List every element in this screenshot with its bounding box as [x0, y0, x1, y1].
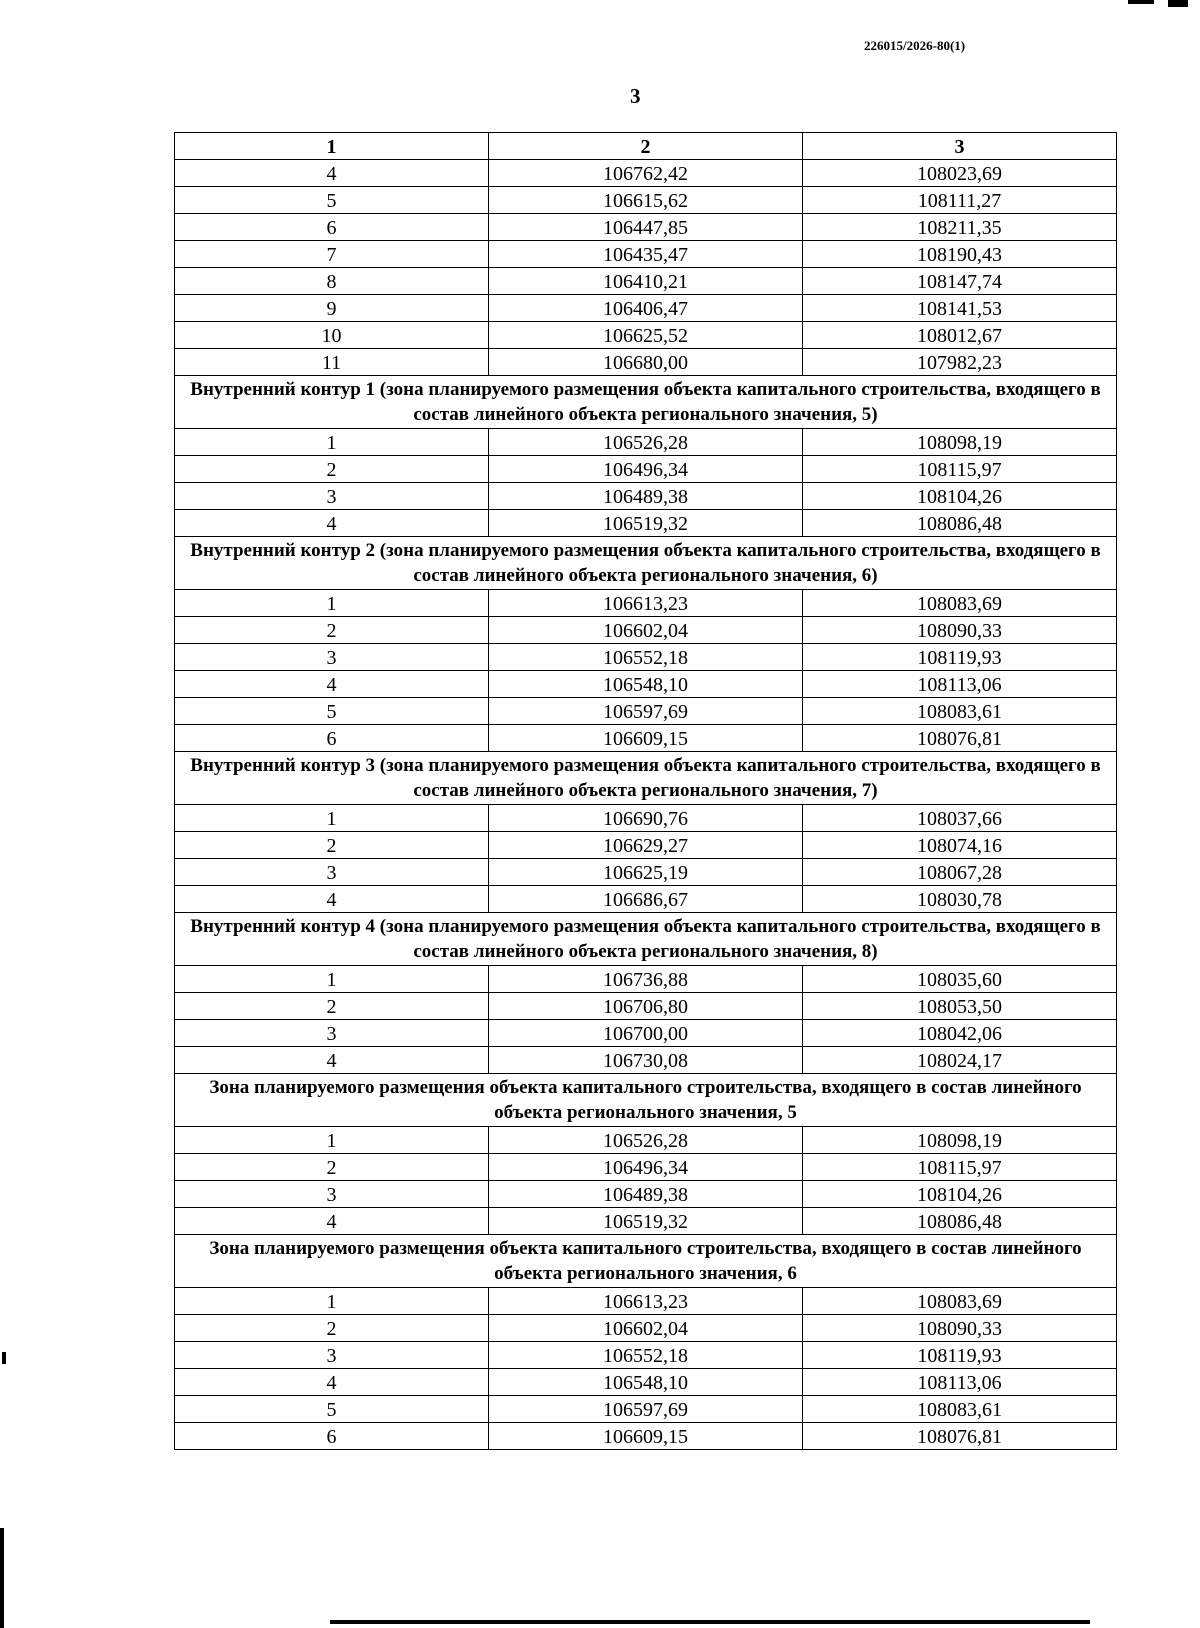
point-number-cell: 4	[175, 1208, 489, 1235]
table-row	[175, 187, 1117, 214]
x-coordinate-cell: 106686,67	[489, 886, 803, 913]
y-coordinate-cell: 108119,93	[803, 644, 1117, 671]
point-number-cell: 3	[175, 483, 489, 510]
x-coordinate-cell: 106519,32	[489, 1208, 803, 1235]
table-row	[175, 1020, 1117, 1047]
table-row	[175, 483, 1117, 510]
section-title: Внутренний контур 2 (зона планируемого размещения объекта капитального строительства, входящего в состав линейного объекта регионального значения, 6)	[175, 537, 1117, 590]
y-coordinate-cell: 108104,26	[803, 483, 1117, 510]
point-number-cell: 4	[175, 671, 489, 698]
coordinates-table	[174, 132, 1117, 1450]
section-title-row	[175, 913, 1117, 966]
x-coordinate-cell: 106597,69	[489, 698, 803, 725]
scan-edge-line	[330, 1620, 1090, 1624]
x-coordinate-cell: 106730,08	[489, 1047, 803, 1074]
x-coordinate-cell: 106625,52	[489, 322, 803, 349]
coordinates-table-body	[175, 133, 1117, 1450]
y-coordinate-cell: 108190,43	[803, 241, 1117, 268]
y-coordinate-cell: 108083,69	[803, 1288, 1117, 1315]
x-coordinate-cell: 106602,04	[489, 1315, 803, 1342]
table-row	[175, 349, 1117, 376]
scan-mark	[2, 1352, 6, 1364]
y-coordinate-cell: 108098,19	[803, 429, 1117, 456]
x-coordinate-cell: 106519,32	[489, 510, 803, 537]
table-row	[175, 429, 1117, 456]
x-coordinate-cell: 106489,38	[489, 1181, 803, 1208]
table-row	[175, 510, 1117, 537]
y-coordinate-cell: 108141,53	[803, 295, 1117, 322]
x-coordinate-cell: 106762,42	[489, 160, 803, 187]
section-title-row	[175, 1074, 1117, 1127]
point-number-cell: 2	[175, 456, 489, 483]
header-cell-x: 2	[489, 133, 803, 160]
y-coordinate-cell: 108076,81	[803, 1423, 1117, 1450]
section-title-row	[175, 1235, 1117, 1288]
point-number-cell: 8	[175, 268, 489, 295]
point-number-cell: 4	[175, 1369, 489, 1396]
table-row	[175, 1342, 1117, 1369]
table-header-row	[175, 133, 1117, 160]
table-row	[175, 214, 1117, 241]
y-coordinate-cell: 107982,23	[803, 349, 1117, 376]
point-number-cell: 11	[175, 349, 489, 376]
x-coordinate-cell: 106706,80	[489, 993, 803, 1020]
x-coordinate-cell: 106597,69	[489, 1396, 803, 1423]
y-coordinate-cell: 108042,06	[803, 1020, 1117, 1047]
page-number: 3	[630, 84, 641, 108]
section-title-row	[175, 537, 1117, 590]
section-title: Внутренний контур 4 (зона планируемого размещения объекта капитального строительства, входящего в состав линейного объекта регионального значения, 8)	[175, 913, 1117, 966]
y-coordinate-cell: 108086,48	[803, 1208, 1117, 1235]
table-row	[175, 1154, 1117, 1181]
x-coordinate-cell: 106625,19	[489, 859, 803, 886]
y-coordinate-cell: 108115,97	[803, 456, 1117, 483]
x-coordinate-cell: 106629,27	[489, 832, 803, 859]
table-row	[175, 456, 1117, 483]
y-coordinate-cell: 108111,27	[803, 187, 1117, 214]
header-cell-y: 3	[803, 133, 1117, 160]
point-number-cell: 2	[175, 617, 489, 644]
point-number-cell: 6	[175, 725, 489, 752]
table-row	[175, 268, 1117, 295]
document-id: 226015/2026-80(1)	[864, 38, 966, 53]
y-coordinate-cell: 108147,74	[803, 268, 1117, 295]
table-row	[175, 1047, 1117, 1074]
x-coordinate-cell: 106602,04	[489, 617, 803, 644]
y-coordinate-cell: 108113,06	[803, 671, 1117, 698]
point-number-cell: 10	[175, 322, 489, 349]
x-coordinate-cell: 106435,47	[489, 241, 803, 268]
x-coordinate-cell: 106700,00	[489, 1020, 803, 1047]
table-row	[175, 295, 1117, 322]
point-number-cell: 1	[175, 966, 489, 993]
y-coordinate-cell: 108024,17	[803, 1047, 1117, 1074]
y-coordinate-cell: 108053,50	[803, 993, 1117, 1020]
x-coordinate-cell: 106680,00	[489, 349, 803, 376]
point-number-cell: 3	[175, 1342, 489, 1369]
table-row	[175, 1423, 1117, 1450]
point-number-cell: 5	[175, 187, 489, 214]
point-number-cell: 3	[175, 1181, 489, 1208]
table-row	[175, 1315, 1117, 1342]
point-number-cell: 6	[175, 1423, 489, 1450]
y-coordinate-cell: 108083,61	[803, 1396, 1117, 1423]
table-row	[175, 993, 1117, 1020]
y-coordinate-cell: 108067,28	[803, 859, 1117, 886]
x-coordinate-cell: 106615,62	[489, 187, 803, 214]
point-number-cell: 1	[175, 805, 489, 832]
section-title: Зона планируемого размещения объекта капитального строительства, входящего в состав линейного объекта регионального значения, 6	[175, 1235, 1117, 1288]
x-coordinate-cell: 106447,85	[489, 214, 803, 241]
point-number-cell: 1	[175, 429, 489, 456]
point-number-cell: 2	[175, 832, 489, 859]
y-coordinate-cell: 108083,61	[803, 698, 1117, 725]
x-coordinate-cell: 106690,76	[489, 805, 803, 832]
x-coordinate-cell: 106548,10	[489, 671, 803, 698]
y-coordinate-cell: 108086,48	[803, 510, 1117, 537]
point-number-cell: 3	[175, 1020, 489, 1047]
x-coordinate-cell: 106496,34	[489, 456, 803, 483]
y-coordinate-cell: 108023,69	[803, 160, 1117, 187]
table-row	[175, 886, 1117, 913]
point-number-cell: 4	[175, 1047, 489, 1074]
scan-mark	[1128, 0, 1154, 4]
table-row	[175, 725, 1117, 752]
table-row	[175, 590, 1117, 617]
x-coordinate-cell: 106609,15	[489, 1423, 803, 1450]
point-number-cell: 1	[175, 590, 489, 617]
scan-edge-line	[0, 1528, 4, 1628]
y-coordinate-cell: 108074,16	[803, 832, 1117, 859]
point-number-cell: 3	[175, 644, 489, 671]
scan-mark	[1168, 0, 1188, 7]
table-row	[175, 1127, 1117, 1154]
x-coordinate-cell: 106526,28	[489, 1127, 803, 1154]
table-row	[175, 698, 1117, 725]
point-number-cell: 1	[175, 1288, 489, 1315]
table-row	[175, 1208, 1117, 1235]
table-row	[175, 805, 1117, 832]
x-coordinate-cell: 106496,34	[489, 1154, 803, 1181]
point-number-cell: 2	[175, 1154, 489, 1181]
section-title: Зона планируемого размещения объекта капитального строительства, входящего в состав линейного объекта регионального значения, 5	[175, 1074, 1117, 1127]
y-coordinate-cell: 108035,60	[803, 966, 1117, 993]
y-coordinate-cell: 108076,81	[803, 725, 1117, 752]
table-row	[175, 1369, 1117, 1396]
y-coordinate-cell: 108083,69	[803, 590, 1117, 617]
point-number-cell: 5	[175, 1396, 489, 1423]
y-coordinate-cell: 108104,26	[803, 1181, 1117, 1208]
y-coordinate-cell: 108090,33	[803, 617, 1117, 644]
y-coordinate-cell: 108211,35	[803, 214, 1117, 241]
point-number-cell: 7	[175, 241, 489, 268]
x-coordinate-cell: 106406,47	[489, 295, 803, 322]
x-coordinate-cell: 106736,88	[489, 966, 803, 993]
table-row	[175, 832, 1117, 859]
x-coordinate-cell: 106613,23	[489, 590, 803, 617]
point-number-cell: 4	[175, 160, 489, 187]
point-number-cell: 3	[175, 859, 489, 886]
x-coordinate-cell: 106526,28	[489, 429, 803, 456]
y-coordinate-cell: 108119,93	[803, 1342, 1117, 1369]
table-row	[175, 1181, 1117, 1208]
y-coordinate-cell: 108098,19	[803, 1127, 1117, 1154]
table-row	[175, 671, 1117, 698]
table-row	[175, 322, 1117, 349]
x-coordinate-cell: 106489,38	[489, 483, 803, 510]
y-coordinate-cell: 108090,33	[803, 1315, 1117, 1342]
x-coordinate-cell: 106552,18	[489, 644, 803, 671]
point-number-cell: 9	[175, 295, 489, 322]
point-number-cell: 2	[175, 993, 489, 1020]
table-row	[175, 241, 1117, 268]
table-row	[175, 617, 1117, 644]
point-number-cell: 4	[175, 510, 489, 537]
table-row	[175, 1396, 1117, 1423]
point-number-cell: 6	[175, 214, 489, 241]
table-row	[175, 644, 1117, 671]
header-cell-point: 1	[175, 133, 489, 160]
y-coordinate-cell: 108030,78	[803, 886, 1117, 913]
x-coordinate-cell: 106552,18	[489, 1342, 803, 1369]
table-row	[175, 859, 1117, 886]
table-row	[175, 160, 1117, 187]
x-coordinate-cell: 106548,10	[489, 1369, 803, 1396]
section-title-row	[175, 376, 1117, 429]
y-coordinate-cell: 108113,06	[803, 1369, 1117, 1396]
y-coordinate-cell: 108037,66	[803, 805, 1117, 832]
section-title: Внутренний контур 3 (зона планируемого размещения объекта капитального строительства, входящего в состав линейного объекта регионального значения, 7)	[175, 752, 1117, 805]
section-title: Внутренний контур 1 (зона планируемого размещения объекта капитального строительства, входящего в состав линейного объекта регионального значения, 5)	[175, 376, 1117, 429]
point-number-cell: 4	[175, 886, 489, 913]
point-number-cell: 5	[175, 698, 489, 725]
table-row	[175, 966, 1117, 993]
point-number-cell: 2	[175, 1315, 489, 1342]
table-row	[175, 1288, 1117, 1315]
point-number-cell: 1	[175, 1127, 489, 1154]
y-coordinate-cell: 108012,67	[803, 322, 1117, 349]
x-coordinate-cell: 106410,21	[489, 268, 803, 295]
x-coordinate-cell: 106609,15	[489, 725, 803, 752]
section-title-row	[175, 752, 1117, 805]
y-coordinate-cell: 108115,97	[803, 1154, 1117, 1181]
x-coordinate-cell: 106613,23	[489, 1288, 803, 1315]
